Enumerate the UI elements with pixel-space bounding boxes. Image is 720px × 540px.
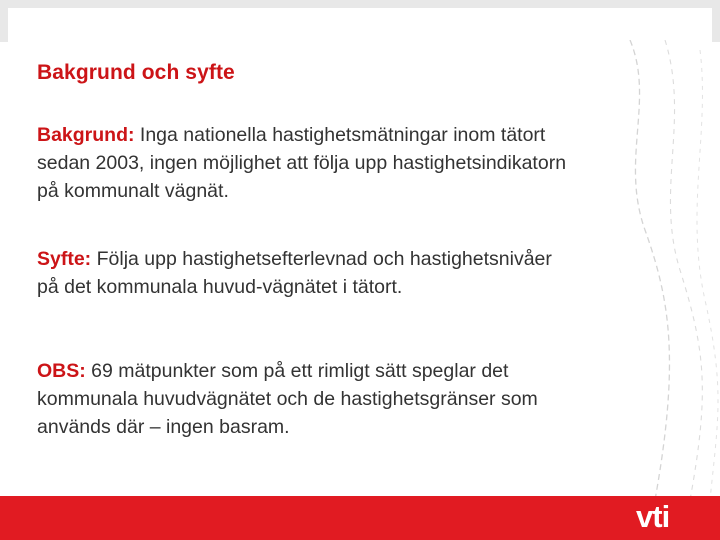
paragraph-text: Följa upp hastighetsefterlevnad och hastighetsnivåer på det kommunala huvud-vägnätet i tätort.: [37, 248, 552, 298]
paragraph-bakgrund: [37, 121, 577, 205]
decorative-curves: [560, 40, 720, 500]
paragraph-text: 69 mätpunkter som på ett rimligt sätt speglar det kommunala huvudvägnätet och de hastighetsgränser som används där – ingen basram.: [37, 360, 538, 438]
footer-band-inner: [6, 496, 714, 534]
paragraph-obs: [37, 357, 577, 441]
decorative-curve-1: [630, 40, 669, 500]
slide-title: Bakgrund och syfte: [37, 61, 235, 84]
vti-logo: vti: [636, 499, 670, 534]
paragraph-label: Syfte:: [37, 248, 92, 270]
decorative-curve-2: [665, 40, 702, 500]
paragraph-label: Bakgrund:: [37, 124, 135, 146]
paragraph-label: OBS:: [37, 360, 86, 382]
paragraph-text: Inga nationella hastighetsmätningar inom tätort sedan 2003, ingen möjlighet att följa upp hastighetsindikatorn på kommunalt vägnät.: [37, 124, 567, 202]
paragraph-syfte: [37, 245, 577, 301]
top-band-inner: [8, 8, 712, 42]
decorative-curve-3: [697, 50, 718, 500]
